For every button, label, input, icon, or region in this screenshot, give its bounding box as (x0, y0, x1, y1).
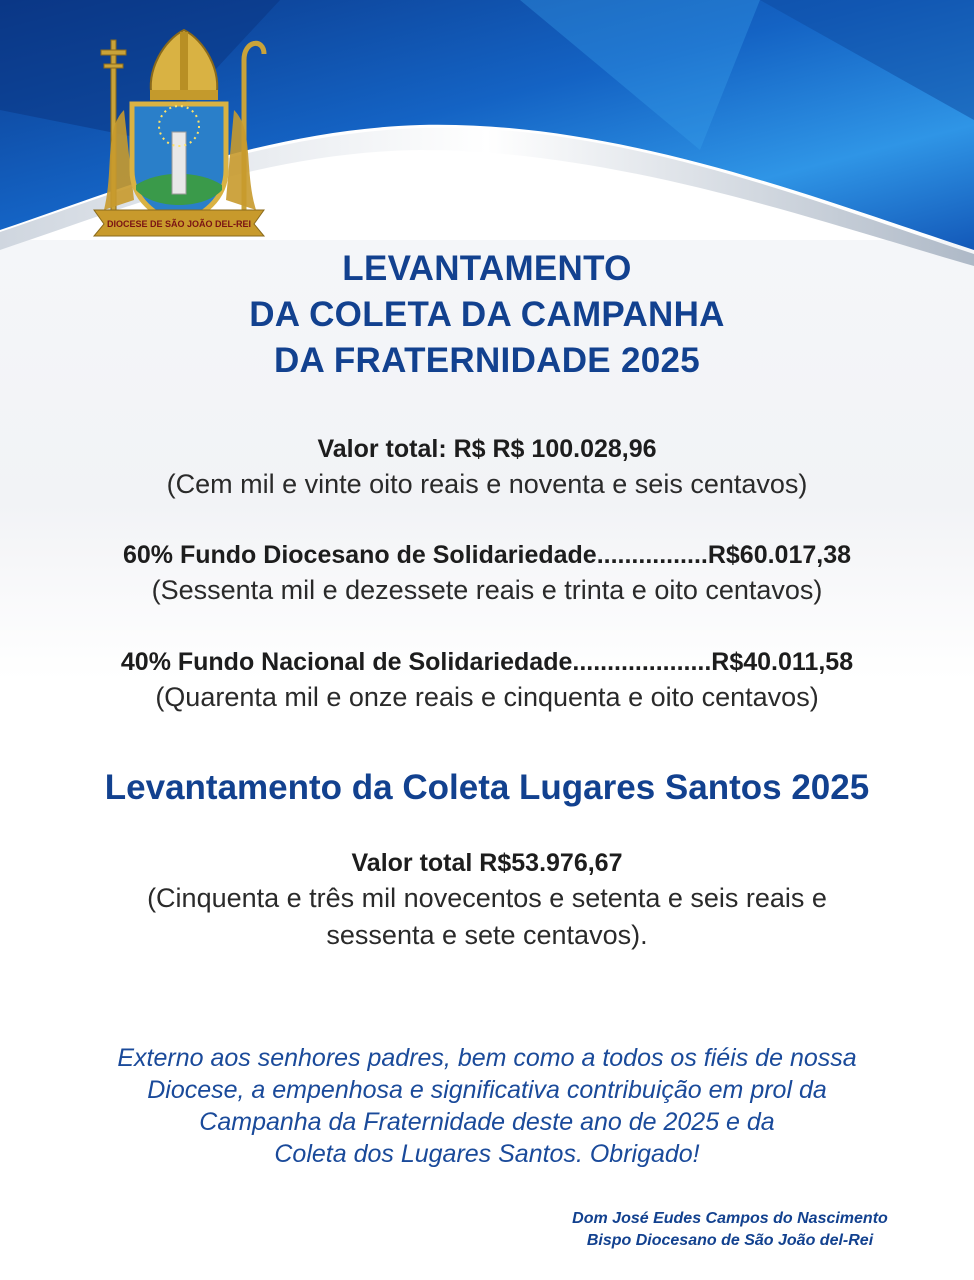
signature-name: Dom José Eudes Campos do Nascimento (572, 1210, 888, 1227)
title-line-2: DA COLETA DA CAMPANHA (249, 295, 725, 334)
diocesan-fund-section (0, 538, 974, 609)
fraternity-total-words: (Cem mil e vinte oito reais e noventa e seis centavos) (166, 469, 808, 499)
diocese-crest-logo (84, 20, 274, 240)
holy-places-heading-section (0, 766, 974, 810)
holy-places-heading: Levantamento da Coleta Lugares Santos 2025 (104, 768, 870, 807)
signature (520, 1208, 940, 1252)
thanks-line-2: Diocese, a empenhosa e significativa contribuição em prol da (147, 1076, 827, 1104)
fraternity-total-section (0, 432, 974, 503)
national-fund-words: (Quarenta mil e onze reais e cinquenta e oito centavos) (155, 682, 819, 712)
logo-text: DIOCESE DE SÃO JOÃO DEL-REI (106, 219, 252, 229)
holy-places-total-section (0, 846, 974, 954)
fraternity-total: Valor total: R$ R$ 100.028,96 (317, 435, 657, 463)
holy-places-total: Valor total R$53.976,67 (351, 849, 623, 877)
national-fund-section (0, 645, 974, 716)
title-line-1: LEVANTAMENTO (342, 249, 632, 288)
thanks-line-1: Externo aos senhores padres, bem como a todos os fiéis de nossa (117, 1044, 857, 1072)
signature-role: Bispo Diocesano de São João del-Rei (586, 1232, 874, 1249)
diocesan-fund-amount: 60% Fundo Diocesano de Solidariedade................R$60.017,38 (122, 541, 852, 569)
title-line-3: DA FRATERNIDADE 2025 (273, 341, 701, 380)
holy-places-words-line-2: sessenta e sete centavos). (326, 920, 648, 950)
national-fund-amount: 40% Fundo Nacional de Solidariedade....................R$40.011,58 (120, 648, 854, 676)
thanks-message (0, 1042, 974, 1170)
thanks-line-4: Coleta dos Lugares Santos. Obrigado! (274, 1140, 700, 1168)
thanks-line-3: Campanha da Fraternidade deste ano de 2025 e da (199, 1108, 775, 1136)
diocesan-fund-words: (Sessenta mil e dezessete reais e trinta e oito centavos) (151, 575, 823, 605)
holy-places-words-line-1: (Cinquenta e três mil novecentos e setenta e seis reais e (147, 883, 827, 913)
page-title (0, 246, 974, 384)
